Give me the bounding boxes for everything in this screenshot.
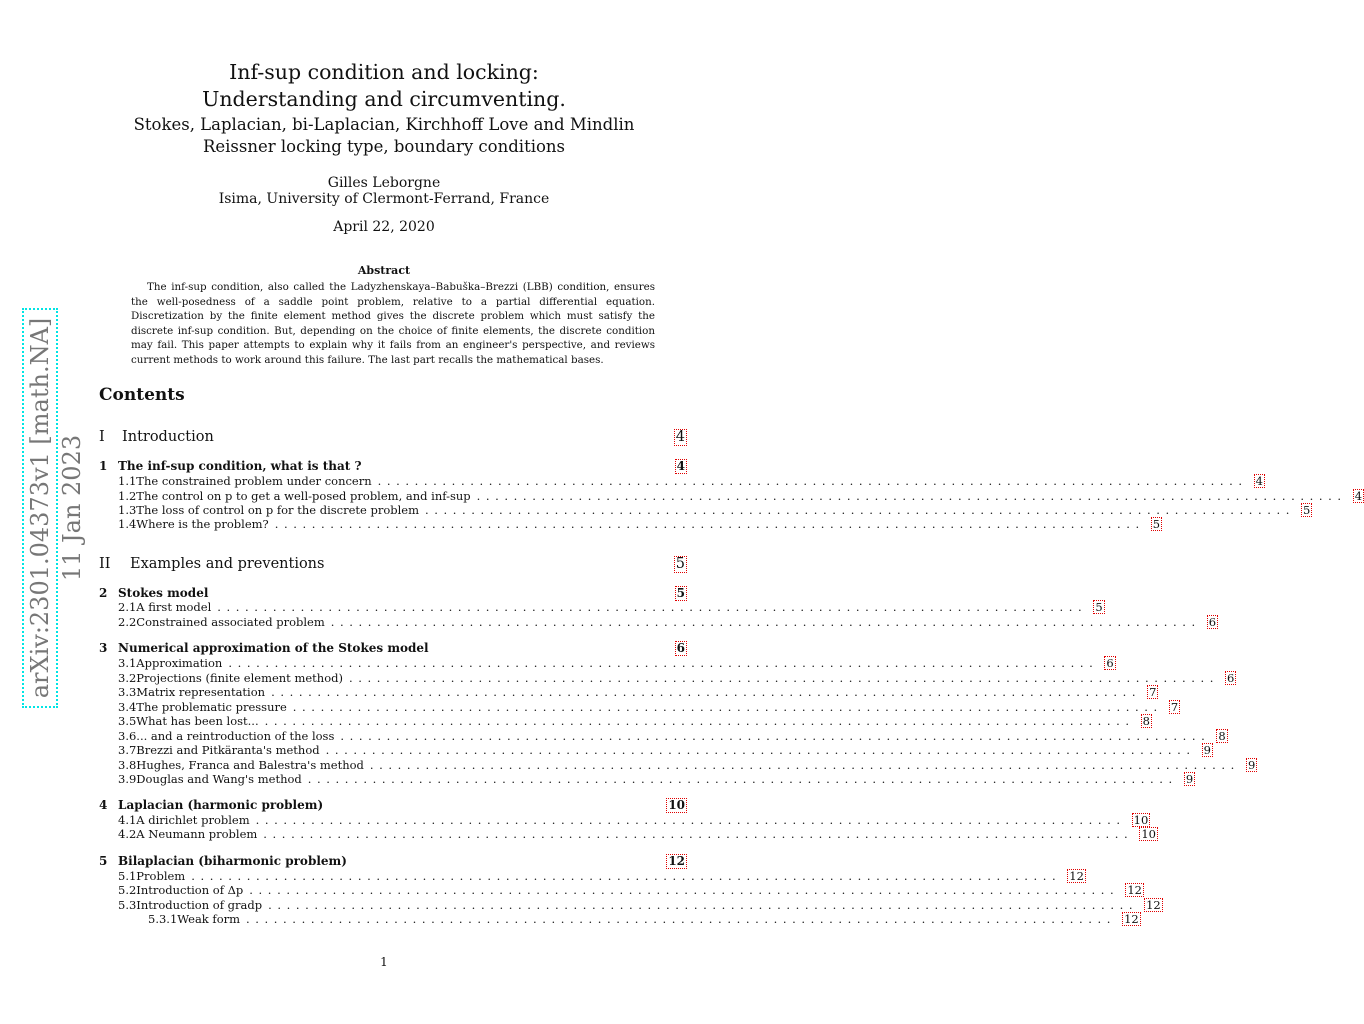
toc-part-1[interactable] (99, 429, 687, 446)
toc-title: Where is the problem? (136, 517, 269, 531)
toc-number: 1 (99, 459, 108, 473)
paper-date: April 22, 2020 (333, 219, 435, 235)
toc-leader: .............................................................................................. (307, 772, 1178, 786)
toc-section-3[interactable] (99, 641, 687, 656)
toc-subsection-1-3[interactable] (118, 503, 1311, 517)
author-name: Gilles Leborgne (327, 175, 441, 191)
toc-number: 3.3 (118, 685, 137, 699)
toc-title: Projections (finite element method) (136, 671, 343, 685)
toc-subsection-3-3[interactable] (118, 685, 1157, 699)
toc-title: What has been lost... (136, 714, 259, 728)
toc-title: Brezzi and Pitkäranta's method (136, 743, 320, 757)
toc-leader: .............................................................................................. (246, 912, 1117, 926)
toc-leader: .............................................................................................. (425, 503, 1296, 517)
toc-number: 3.4 (118, 700, 137, 714)
toc-title: Numerical approximation of the Stokes model (118, 641, 429, 655)
toc-leader: .............................................................................................. (369, 758, 1240, 772)
toc-subsection-3-9[interactable] (118, 772, 1194, 786)
toc-section-4[interactable] (99, 798, 687, 813)
toc-subsection-3-8[interactable] (118, 758, 1256, 772)
page-number: 1 (380, 955, 388, 969)
toc-title: Constrained associated problem (136, 615, 325, 629)
toc-page-link[interactable]: 9 (1247, 758, 1256, 772)
toc-number: 3.7 (118, 743, 137, 757)
toc-number: 1.2 (118, 489, 137, 503)
toc-page-link[interactable]: 4 (1255, 474, 1263, 488)
toc-page-link[interactable]: 9 (1203, 743, 1211, 757)
toc-leader: .............................................................................................. (268, 898, 1139, 912)
toc-number: 3 (99, 641, 108, 655)
toc-page-link[interactable]: 8 (1218, 729, 1226, 743)
toc-number: 3.8 (118, 758, 137, 772)
toc-leader: .............................................................................................. (348, 671, 1220, 685)
toc-leader: .............................................................................................. (264, 714, 1135, 728)
toc-title: Introduction (122, 429, 214, 445)
toc-page-link[interactable]: 8 (1142, 714, 1150, 728)
toc-page-link[interactable]: 5 (675, 556, 685, 572)
toc-number: 5 (99, 854, 108, 868)
toc-subsection-3-1[interactable] (118, 656, 1114, 670)
toc-title: Introduction of Δp (136, 883, 244, 897)
toc-number: 4.1 (118, 813, 137, 827)
toc-title: Stokes model (118, 586, 209, 600)
toc-page-link[interactable]: 10 (668, 798, 686, 812)
toc-number: 5.3.1 (148, 912, 178, 926)
toc-page-link[interactable]: 4 (1354, 489, 1363, 503)
toc-leader: .............................................................................................. (476, 489, 1347, 503)
toc-title: Examples and preventions (130, 556, 325, 572)
toc-page-link[interactable]: 7 (1170, 700, 1179, 714)
toc-section-5[interactable] (99, 854, 687, 869)
abstract-text: The inf-sup condition, also called the Ladyzhenskaya–Babuška–Brezzi (LBB) condition, ensures the well-posedness of a saddle point problem, relative to a partial differential equation. Discretization by the finite element method gives the discrete problem which must satisfy the discrete inf-sup condition. But, depending on the choice of finite elements, the discrete condition may fail. This paper attempts to explain why it fails from an engineer's perspective, and reviews current methods to work around this failure. The last part recalls the mathematical bases. (131, 281, 655, 366)
toc-page-link[interactable]: 6 (676, 641, 685, 655)
toc-number: 4.2 (118, 827, 137, 841)
toc-subsection-5-2[interactable] (118, 883, 1142, 897)
toc-leader: .............................................................................................. (330, 615, 1201, 629)
toc-title: Bilaplacian (biharmonic problem) (118, 854, 347, 868)
toc-page-link[interactable]: 12 (1146, 898, 1161, 912)
abstract-heading: Abstract (357, 264, 411, 277)
toc-number: 4 (99, 798, 108, 812)
toc-page-link[interactable]: 5 (676, 586, 686, 600)
toc-number: 5.2 (118, 883, 137, 897)
toc-title: The constrained problem under concern (136, 474, 372, 488)
toc-title: A first model (136, 600, 212, 614)
toc-number: 2.1 (118, 600, 137, 614)
toc-page-link[interactable]: 12 (1069, 869, 1084, 883)
toc-page-link[interactable]: 9 (1185, 772, 1194, 786)
toc-title: A Neumann problem (136, 827, 258, 841)
toc-subsection-1-1[interactable] (118, 474, 1263, 488)
toc-number: II (99, 556, 111, 572)
toc-title: The loss of control on p for the discrete problem (136, 503, 420, 517)
toc-page-link[interactable]: 4 (675, 429, 685, 445)
toc-subsection-3-7[interactable] (118, 743, 1211, 757)
toc-page-link[interactable]: 10 (1141, 827, 1156, 841)
toc-leader: .............................................................................................. (249, 883, 1120, 897)
paper-subtitle: Stokes, Laplacian, bi-Laplacian, Kirchhoff Love and Mindlin Reissner locking type, boundary conditions (133, 115, 635, 156)
toc-subsection-1-4[interactable] (118, 517, 1161, 531)
paper-title: Inf-sup condition and locking: Understanding and circumventing. (202, 60, 566, 111)
toc-title: Weak form (177, 912, 241, 926)
contents-heading: Contents (99, 385, 185, 405)
toc-subsection-3-2[interactable] (118, 671, 1235, 685)
toc-number: 2.2 (118, 615, 137, 629)
toc-title: Hughes, Franca and Balestra's method (136, 758, 364, 772)
toc-page-link[interactable]: 5 (1303, 503, 1311, 517)
toc-subsection-4-1[interactable] (118, 813, 1149, 827)
toc-number: 1.3 (118, 503, 137, 517)
toc-leader: .............................................................................................. (325, 743, 1196, 757)
toc-page-link[interactable]: 12 (1127, 883, 1142, 897)
toc-subsubsection-5-3-1[interactable] (148, 912, 1139, 926)
toc-title: Matrix representation (136, 685, 266, 699)
toc-page-link[interactable]: 12 (668, 854, 686, 868)
toc-leader: .............................................................................................. (274, 517, 1145, 531)
toc-page-link[interactable]: 4 (676, 459, 686, 473)
toc-section-1[interactable] (99, 459, 687, 474)
toc-subsection-2-1[interactable] (118, 600, 1103, 614)
toc-number: 5.1 (118, 869, 137, 883)
toc-page-link[interactable]: 12 (1124, 912, 1139, 926)
toc-number: 3.6 (118, 729, 137, 743)
toc-title: Problem (136, 869, 186, 883)
toc-page-link[interactable]: 6 (1227, 671, 1235, 685)
author-affiliation: Isima, University of Clermont-Ferrand, France (218, 191, 550, 207)
toc-leader: .............................................................................................. (217, 600, 1088, 614)
toc-title: The control on p to get a well-posed problem, and inf-sup (136, 489, 471, 503)
toc-page-link[interactable]: 10 (1133, 813, 1149, 827)
toc-number: 1.4 (118, 517, 137, 531)
toc-subsection-3-5[interactable] (118, 714, 1150, 728)
toc-subsection-4-2[interactable] (118, 827, 1156, 841)
toc-number: 2 (99, 586, 108, 600)
toc-number: 3.1 (118, 656, 137, 670)
toc-part-2[interactable] (99, 556, 687, 573)
toc-subsection-3-4[interactable] (118, 700, 1179, 714)
toc-page-link[interactable]: 6 (1106, 656, 1114, 670)
toc-page-link[interactable]: 7 (1149, 685, 1157, 699)
toc-page-link[interactable]: 5 (1095, 600, 1103, 614)
toc-section-2[interactable] (99, 586, 687, 601)
toc-number: 1.1 (118, 474, 137, 488)
toc-title: Laplacian (harmonic problem) (118, 798, 324, 812)
toc-leader: .............................................................................................. (255, 813, 1126, 827)
arxiv-identifier-link[interactable]: arXiv:2301.04373v1 [math.NA] 11 Jan 2023 (22, 308, 58, 708)
toc-title: Introduction of gradp (136, 898, 263, 912)
toc-leader: .............................................................................................. (263, 827, 1134, 841)
toc-subsection-5-1[interactable] (118, 869, 1084, 883)
toc-title: The problematic pressure (136, 700, 287, 714)
toc-title: Douglas and Wang's method (136, 772, 302, 786)
toc-title: A dirichlet problem (136, 813, 250, 827)
toc-leader: .............................................................................................. (271, 685, 1142, 699)
toc-number: 3.9 (118, 772, 137, 786)
toc-leader: .............................................................................................. (340, 729, 1211, 743)
toc-leader: .............................................................................................. (377, 474, 1248, 488)
toc-title: ... and a reintroduction of the loss (136, 729, 335, 743)
toc-number: 3.5 (118, 714, 137, 728)
toc-leader: .............................................................................................. (292, 700, 1163, 714)
toc-number: 3.2 (118, 671, 137, 685)
toc-subsection-2-2[interactable] (118, 615, 1217, 629)
toc-title: Approximation (136, 656, 223, 670)
toc-subsection-1-2[interactable] (118, 489, 1363, 503)
toc-number: I (99, 429, 105, 445)
toc-page-link[interactable]: 5 (1152, 517, 1161, 531)
toc-subsection-3-6[interactable] (118, 729, 1226, 743)
toc-leader: .............................................................................................. (228, 656, 1099, 670)
toc-number: 5.3 (118, 898, 137, 912)
toc-leader: .............................................................................................. (191, 869, 1062, 883)
toc-page-link[interactable]: 6 (1208, 615, 1217, 629)
toc-title: The inf-sup condition, what is that ? (118, 459, 362, 473)
toc-subsection-5-3[interactable] (118, 898, 1161, 912)
